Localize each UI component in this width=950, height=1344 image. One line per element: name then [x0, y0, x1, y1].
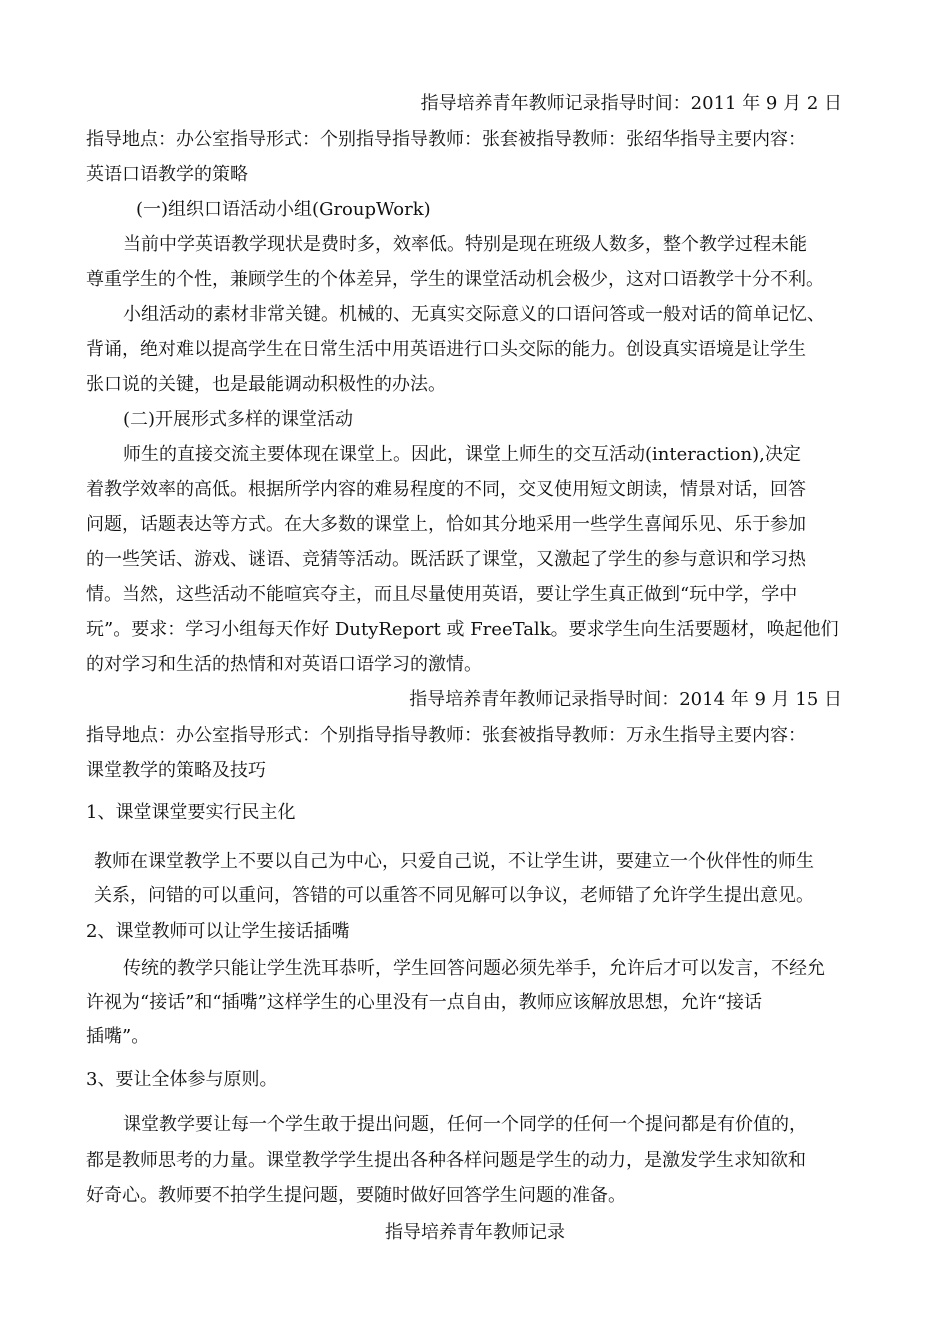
record1-section1-title: (一)组织口语活动小组(GroupWork)	[136, 199, 431, 220]
footer-title: 指导培养青年教师记录	[385, 1222, 565, 1243]
record1-info-line2: 英语口语教学的策略	[86, 164, 248, 185]
record2-item2-line1: 传统的教学只能让学生洗耳恭听，学生回答问题必须先举手，允许后才可以发言，不经允	[123, 958, 825, 979]
record1-p1-line2: 尊重学生的个性，兼顾学生的个体差异，学生的课堂活动机会极少，这对口语教学十分不利。	[86, 269, 824, 290]
record1-p3-line7: 的对学习和生活的热情和对英语口语学习的激情。	[86, 654, 482, 675]
record1-p1-line1: 当前中学英语教学现状是费时多，效率低。特别是现在班级人数多，整个教学过程未能	[123, 234, 807, 255]
record1-p3-line3: 问题，话题表达等方式。在大多数的课堂上，恰如其分地采用一些学生喜闻乐见、乐于参加	[86, 514, 806, 535]
record2-item3-line2: 都是教师思考的力量。课堂教学学生提出各种各样问题是学生的动力，是激发学生求知欲和	[86, 1150, 806, 1171]
record2-item2-line3: 插嘴”。	[86, 1026, 150, 1047]
record1-info-line1: 指导地点：办公室指导形式：个别指导指导教师：张套被指导教师：张绍华指导主要内容：	[86, 129, 806, 150]
record2-item1-title: 1、课堂课堂要实行民主化	[86, 802, 296, 823]
record2-item2-line2: 许视为“接话”和“插嘴”这样学生的心里没有一点自由，教师应该解放思想，允许“接话	[86, 992, 763, 1013]
record1-p2-line2: 背诵，绝对难以提高学生在日常生活中用英语进行口头交际的能力。创设真实语境是让学生	[86, 339, 806, 360]
record2-info-line1: 指导地点：办公室指导形式：个别指导指导教师：张套被指导教师：万永生指导主要内容：	[86, 725, 806, 746]
record1-p3-line1: 师生的直接交流主要体现在课堂上。因此，课堂上师生的交互活动(interaction),决定	[123, 444, 801, 465]
record2-item3-line3: 好奇心。教师要不拍学生提问题，要随时做好回答学生问题的准备。	[86, 1185, 626, 1206]
record1-p3-line6: 玩”。要求：学习小组每天作好 DutyReport 或 FreeTalk。要求学生向生活要题材，唤起他们	[86, 619, 839, 640]
record2-item3-line1: 课堂教学要让每一个学生敢于提出问题，任何一个同学的任何一个提问都是有价值的，	[123, 1114, 807, 1135]
record1-p3-line2: 着教学效率的高低。根据所学内容的难易程度的不同，交叉使用短文朗读，情景对话，回答	[86, 479, 806, 500]
record2-item3-title: 3、要让全体参与原则。	[86, 1069, 278, 1090]
record2-header: 指导培养青年教师记录指导时间：2014 年 9 月 15 日	[409, 689, 842, 710]
record2-item1-line2: 关系，问错的可以重问，答错的可以重答不同见解可以争议，老师错了允许学生提出意见。	[94, 885, 814, 906]
record1-p3-line5: 情。当然，这些活动不能喧宾夺主，而且尽量使用英语，要让学生真正做到“玩中学，学中	[86, 584, 798, 605]
record1-p3-line4: 的一些笑话、游戏、谜语、竞猜等活动。既活跃了课堂，又激起了学生的参与意识和学习热	[86, 549, 806, 570]
record1-p2-line3: 张口说的关键，也是最能调动积极性的办法。	[86, 374, 446, 395]
record1-header: 指导培养青年教师记录指导时间：2011 年 9 月 2 日	[420, 93, 842, 114]
record1-p2-line1: 小组活动的素材非常关键。机械的、无真实交际意义的口语问答或一般对话的简单记忆、	[123, 304, 825, 325]
record1-section2-title: (二)开展形式多样的课堂活动	[123, 409, 354, 430]
record2-item2-title: 2、课堂教师可以让学生接话插嘴	[86, 921, 350, 942]
record2-item1-line1: 教师在课堂教学上不要以自己为中心，只爱自己说，不让学生讲，要建立一个伙伴性的师生	[94, 851, 814, 872]
record2-info-line2: 课堂教学的策略及技巧	[86, 760, 266, 781]
